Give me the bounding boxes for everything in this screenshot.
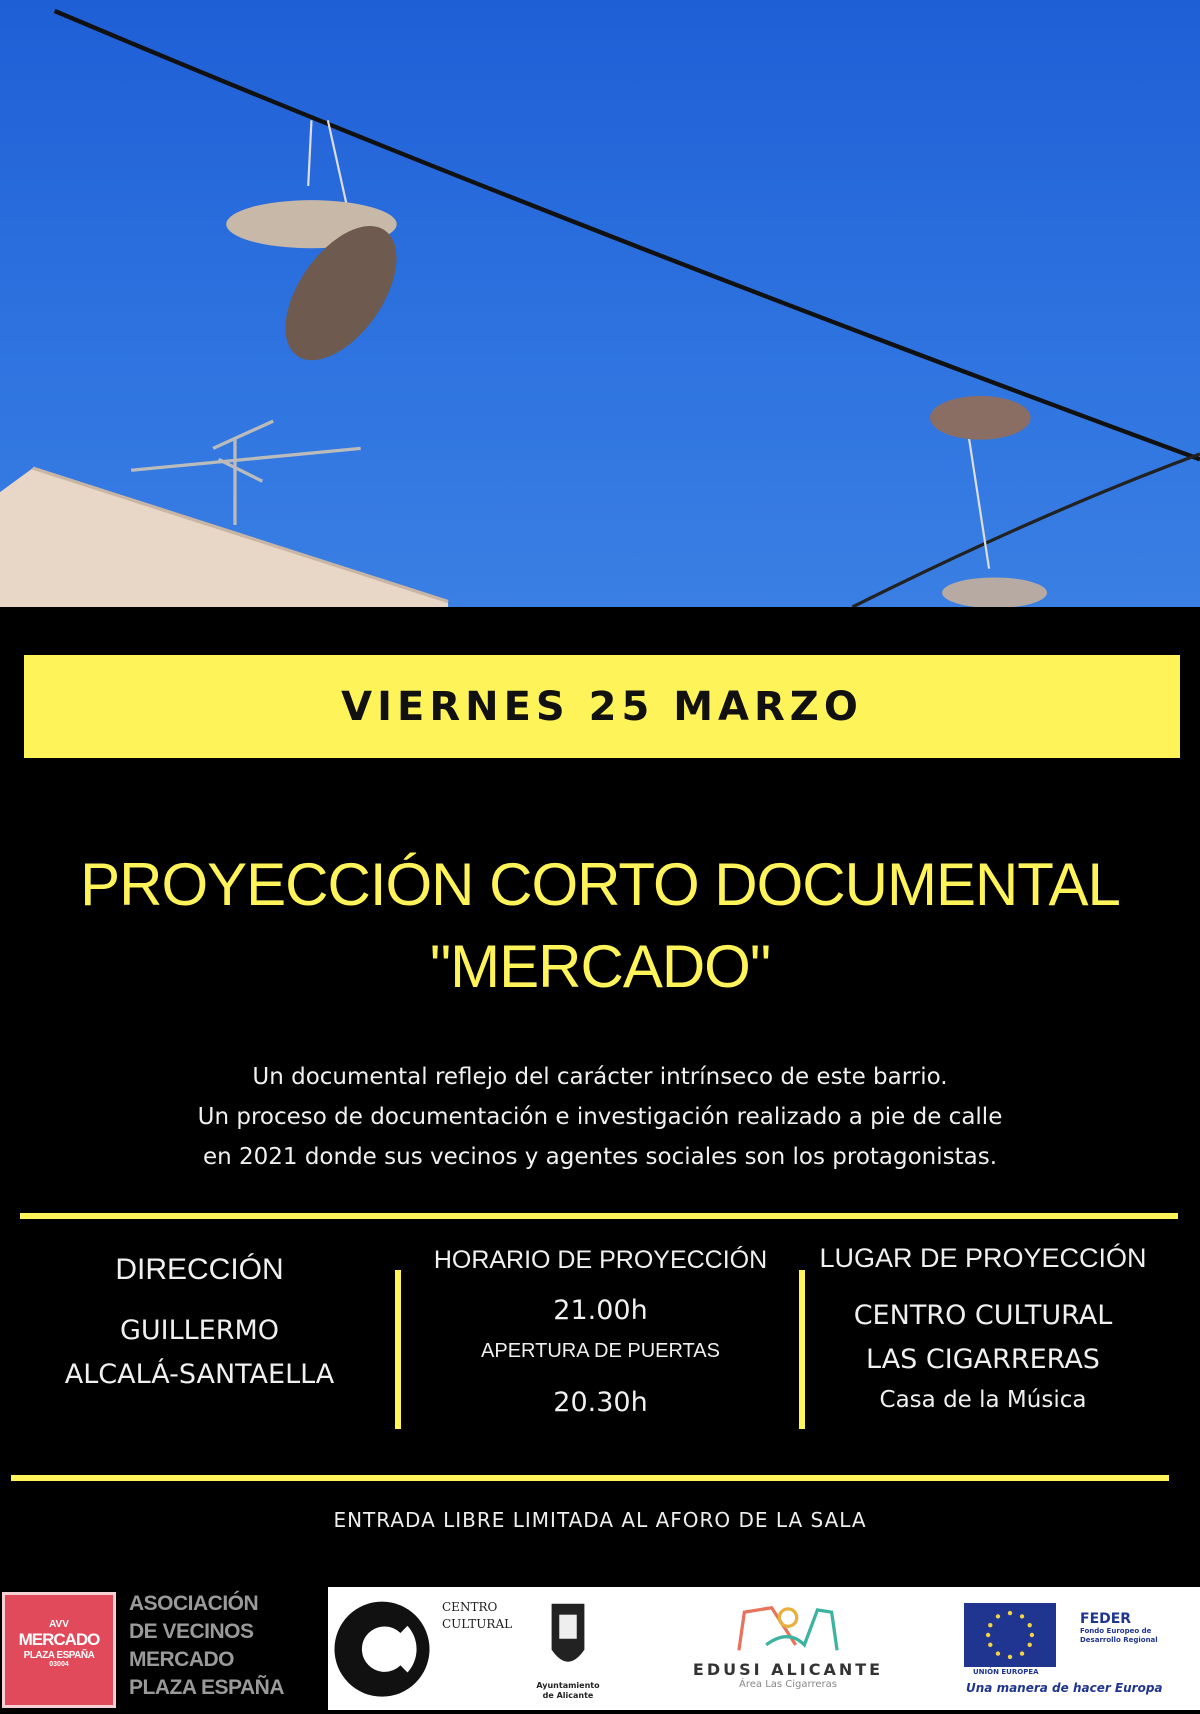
event-title: PROYECCIÓN CORTO DOCUMENTAL <box>80 851 1120 918</box>
sponsor-logos-band <box>328 1587 1200 1710</box>
doors-time: 20.30h <box>553 1387 648 1418</box>
event-date: VIERNES 25 MARZO <box>341 683 863 730</box>
description-line: en 2021 donde sus vecinos y agentes sociales son los protagonistas. <box>202 1144 998 1170</box>
association-line: ASOCIACIÓN <box>129 1592 259 1615</box>
divider <box>799 1270 805 1429</box>
schedule-column <box>404 1246 797 1418</box>
entry-notice: ENTRADA LIBRE LIMITADA AL AFORO DE LA SALA <box>333 1508 867 1532</box>
description-line: Un documental reflejo del carácter intrínseco de este barrio. <box>252 1064 948 1090</box>
edusi-mountains-icon <box>728 1601 848 1656</box>
venue-name-2: LAS CIGARRERAS <box>866 1344 1100 1375</box>
date-banner <box>24 655 1180 758</box>
edusi-name: EDUSI ALICANTE <box>692 1660 884 1679</box>
feder-name: FEDER <box>1080 1611 1132 1627</box>
event-subtitle: "MERCADO" <box>429 933 771 1000</box>
description-line: Un proceso de documentación e investigación realizado a pie de calle <box>197 1104 1003 1130</box>
avv-sub: PLAZA ESPAÑA <box>23 1650 95 1661</box>
schedule-heading: HORARIO DE PROYECCIÓN <box>433 1246 768 1274</box>
label-line: Ayuntamiento <box>536 1681 600 1690</box>
association-line: DE VECINOS <box>129 1620 254 1643</box>
doors-label: APERTURA DE PUERTAS <box>481 1340 720 1362</box>
director-name: GUILLERMO <box>119 1315 280 1346</box>
venue-name: CENTRO CULTURAL <box>853 1300 1113 1331</box>
edusi-logo <box>663 1601 913 1690</box>
label-line: CENTRO <box>442 1600 498 1614</box>
venue-room: Casa de la Música <box>879 1387 1087 1413</box>
direction-column <box>11 1253 388 1397</box>
alicante-coat-of-arms-icon <box>546 1595 590 1677</box>
label-line: de Alicante <box>542 1691 594 1700</box>
centro-cultural-label <box>442 1599 512 1633</box>
eu-label: UNIÓN EUROPEA <box>973 1668 1039 1676</box>
description <box>0 1057 1200 1177</box>
avv-name: MERCADO <box>18 1630 100 1649</box>
eu-flag-icon <box>964 1603 1056 1667</box>
ayuntamiento-logo <box>528 1595 608 1701</box>
venue-column <box>809 1243 1157 1418</box>
association-line: MERCADO <box>129 1648 234 1671</box>
feder-label <box>1080 1611 1158 1645</box>
venue-heading: LUGAR DE PROYECCIÓN <box>819 1243 1147 1273</box>
avv-logo <box>2 1592 116 1708</box>
avv-label: AVV <box>49 1619 69 1630</box>
edusi-sub: Área Las Cigarreras <box>739 1679 837 1690</box>
direction-heading: DIRECCIÓN <box>115 1253 284 1286</box>
eu-motto: Una manera de hacer Europa <box>966 1681 1163 1695</box>
avv-code: 03004 <box>49 1661 69 1668</box>
shoes-on-wire-illustration <box>0 0 1200 607</box>
association-line: PLAZA ESPAÑA <box>129 1676 285 1699</box>
feder-sub: Desarrollo Regional <box>1080 1636 1158 1644</box>
screening-time: 21.00h <box>553 1295 648 1326</box>
divider <box>20 1213 1178 1219</box>
cigarreras-logo <box>328 1593 436 1701</box>
divider <box>11 1475 1169 1481</box>
label-line: CULTURAL <box>442 1617 513 1631</box>
feder-sub: Fondo Europeo de <box>1080 1627 1152 1635</box>
hero-photo <box>0 0 1200 607</box>
director-surname: ALCALÁ-SANTAELLA <box>64 1359 335 1390</box>
divider <box>395 1270 401 1429</box>
association-name <box>129 1590 326 1702</box>
